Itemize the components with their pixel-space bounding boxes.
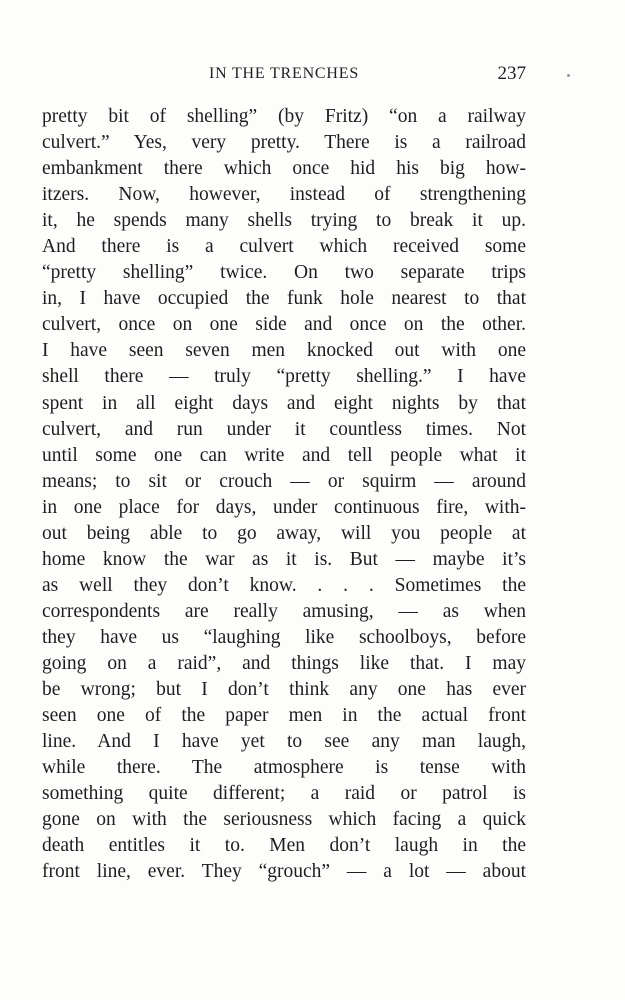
page-number: 237 <box>497 63 526 84</box>
text-line: something quite different; a raid or patrol is <box>42 783 526 805</box>
scan-speck <box>567 74 570 77</box>
text-line: shell there — truly “pretty shelling.” I have <box>42 366 526 388</box>
text-line: as well they don’t know. . . . Sometimes the <box>42 574 526 596</box>
text-line: culvert.” Yes, very pretty. There is a railroad <box>42 132 526 154</box>
text-line: correspondents are really amusing, — as when <box>42 600 526 622</box>
running-head <box>42 62 526 86</box>
text-line: until some one can write and tell people what it <box>42 444 526 466</box>
running-title: IN THE TRENCHES <box>208 65 360 82</box>
text-line: culvert, once on one side and once on the other. <box>42 314 526 336</box>
text-line: going on a raid”, and things like that. I may <box>42 652 526 674</box>
text-line: pretty bit of shelling” (by Fritz) “on a railway <box>42 106 526 127</box>
text-line: while there. The atmosphere is tense with <box>42 757 526 779</box>
text-line: death entitles it to. Men don’t laugh in the <box>42 835 526 857</box>
text-line: gone on with the seriousness which facing a quick <box>42 809 526 831</box>
text-line: means; to sit or crouch — or squirm — around <box>42 470 526 492</box>
text-line: in, I have occupied the funk hole nearest to that <box>42 288 526 310</box>
text-line: it, he spends many shells trying to break it up. <box>42 210 526 232</box>
text-line: front line, ever. They “grouch” — a lot — about <box>42 861 526 883</box>
text-line: I have seen seven men knocked out with one <box>42 340 526 362</box>
text-line: they have us “laughing like schoolboys, before <box>42 626 526 648</box>
text-line: spent in all eight days and eight nights by that <box>42 392 526 414</box>
text-line: And there is a culvert which received some <box>42 236 526 258</box>
text-line: embankment there which once hid his big how- <box>42 158 526 180</box>
body-text <box>42 104 526 885</box>
text-line: home know the war as it is. But — maybe it’s <box>42 548 526 570</box>
text-line: “pretty shelling” twice. On two separate trips <box>42 262 526 284</box>
text-line: out being able to go away, will you people at <box>42 522 526 544</box>
text-line: in one place for days, under continuous fire, with- <box>42 496 526 518</box>
text-line: culvert, and run under it countless times. Not <box>42 418 526 440</box>
text-line: line. And I have yet to see any man laugh, <box>42 731 526 753</box>
text-line: seen one of the paper men in the actual front <box>42 705 526 727</box>
text-line: be wrong; but I don’t think any one has ever <box>42 679 526 701</box>
text-line: itzers. Now, however, instead of strengthening <box>42 184 526 206</box>
